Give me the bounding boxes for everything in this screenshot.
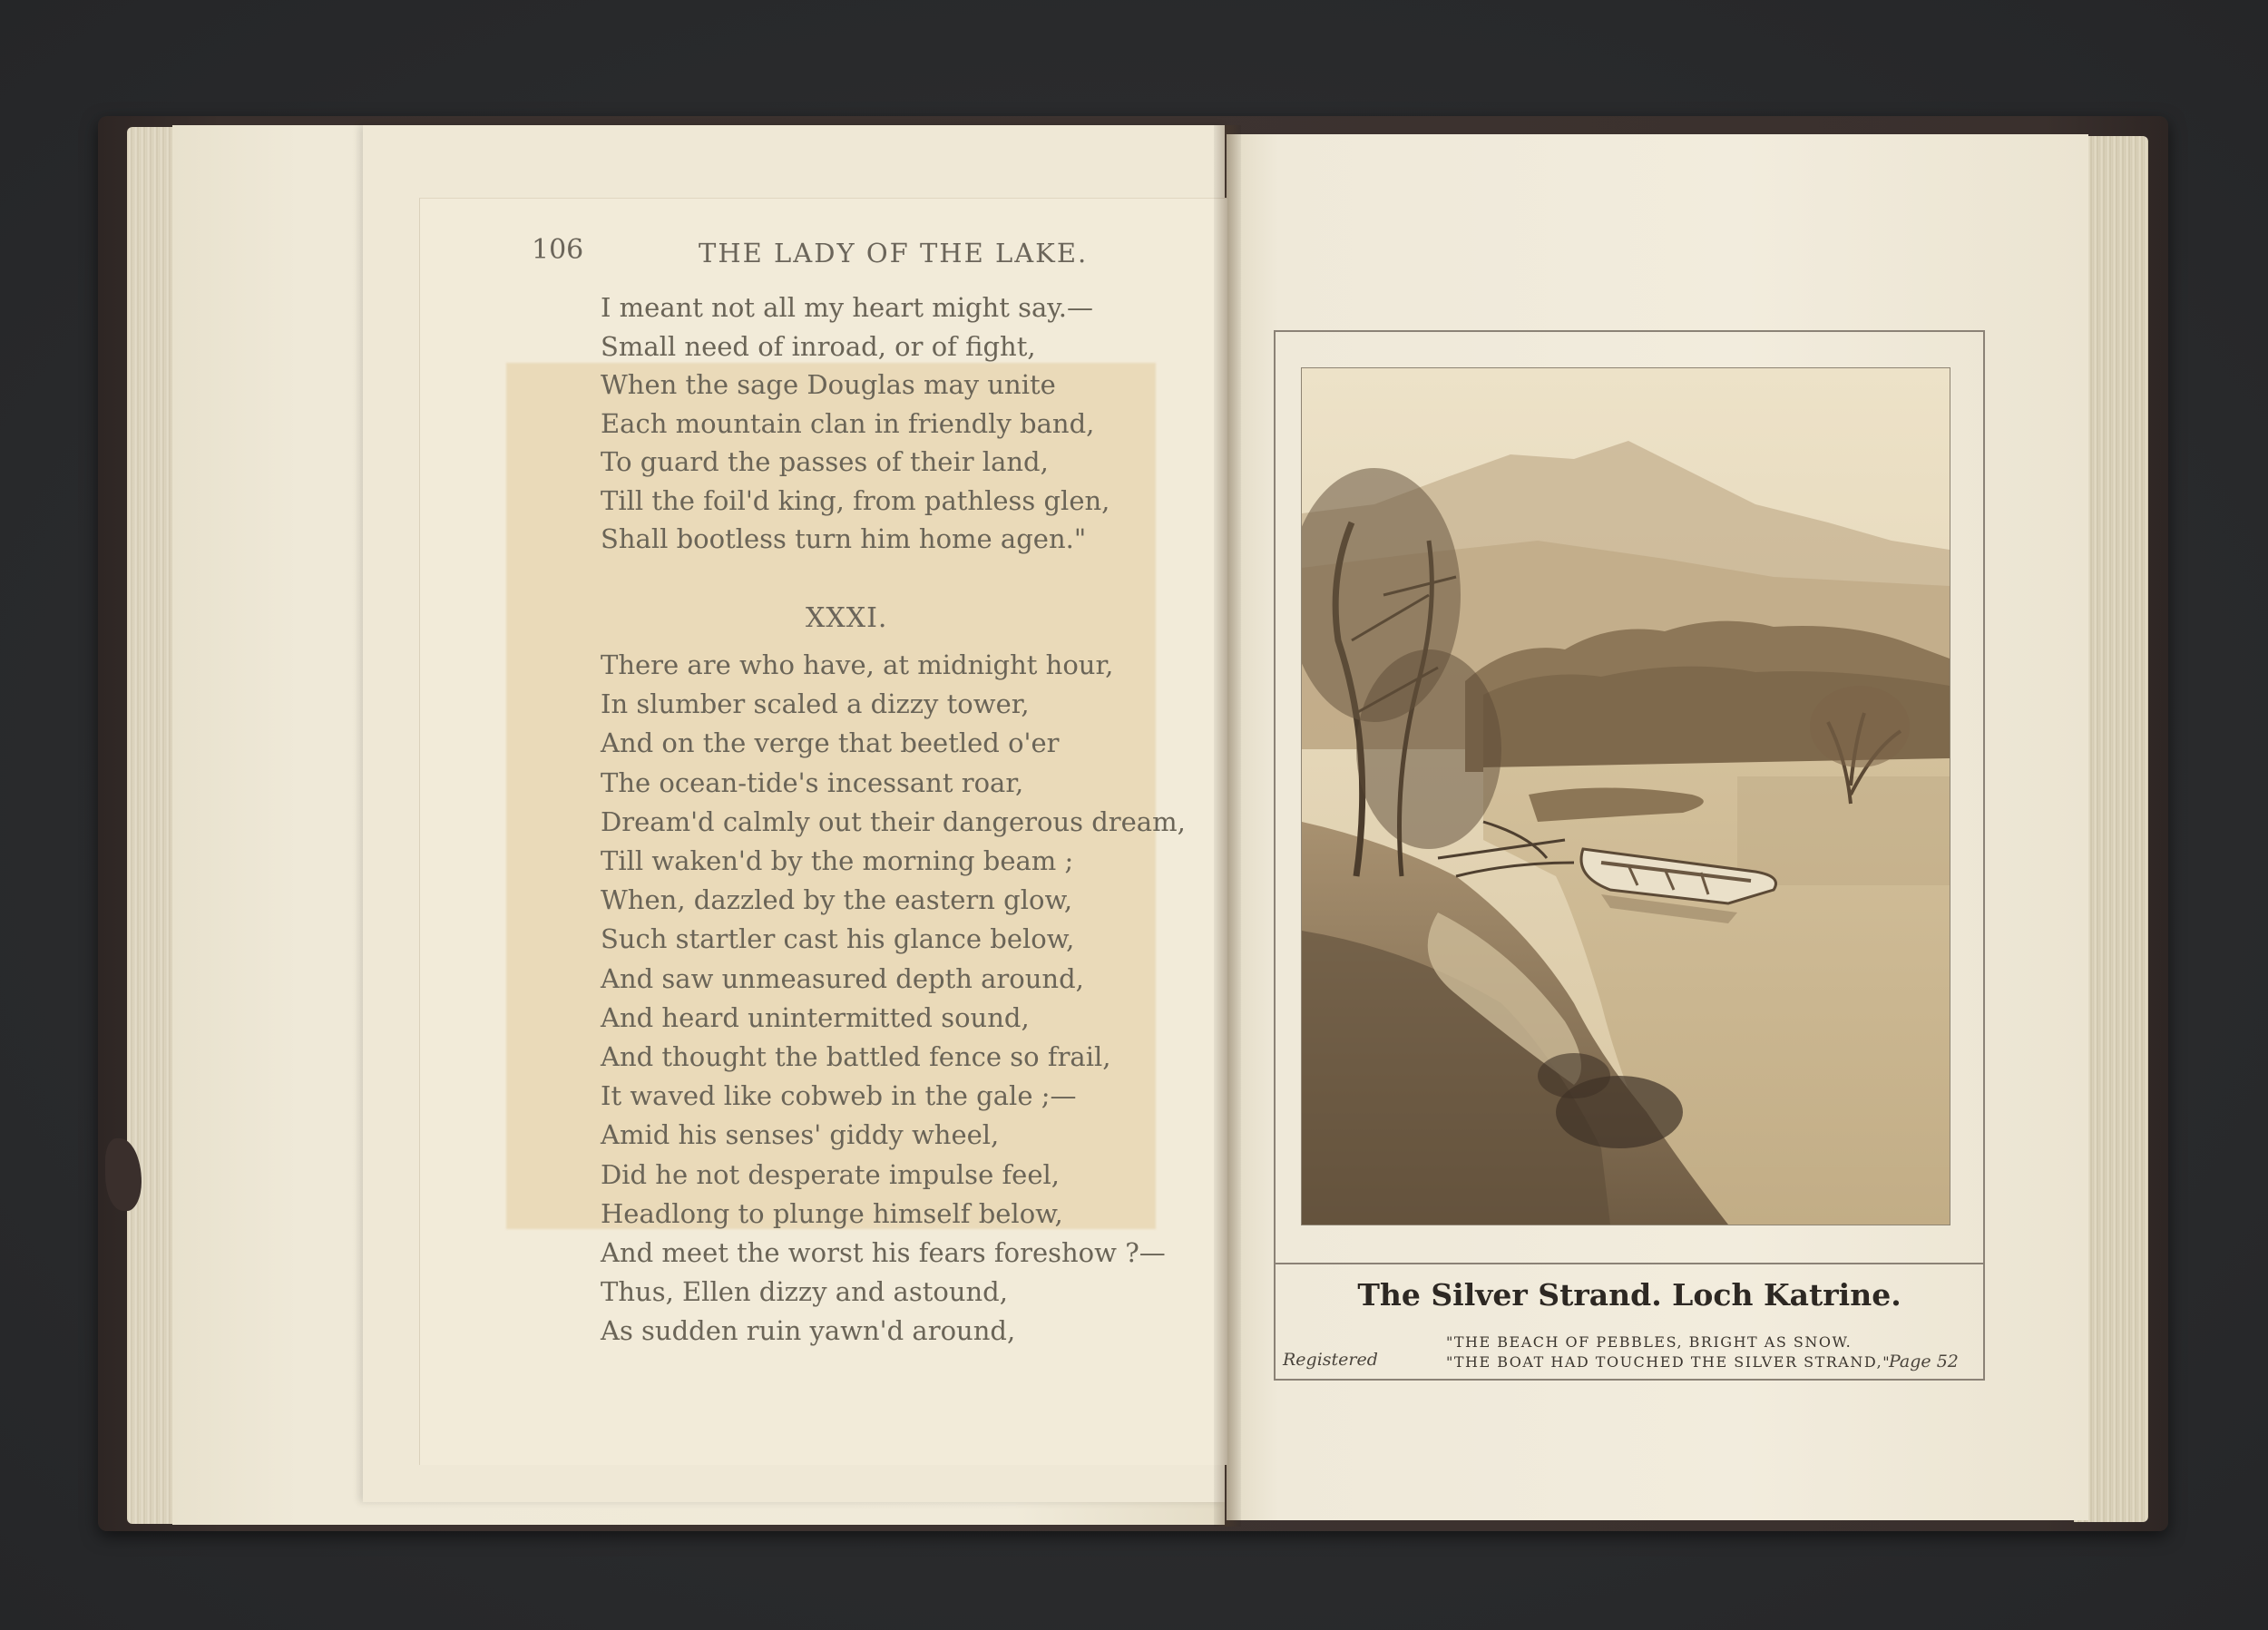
verse-line: Such startler cast his glance below, [601, 923, 1075, 955]
verse-line: Till the foil'd king, from pathless glen, [601, 484, 1110, 516]
verse-line: Each mountain clan in friendly band, [601, 407, 1095, 439]
stanza-heading: XXXI. [806, 602, 888, 634]
verse-line: And heard unintermitted sound, [601, 1001, 1030, 1033]
verse-line: Shall bootless turn him home agen." [601, 523, 1087, 554]
running-head: THE LADY OF THE LAKE. [699, 238, 1089, 268]
registered-label: Registered [1283, 1350, 1378, 1370]
verse-line: Headlong to plunge himself below, [601, 1197, 1063, 1229]
verse-line: I meant not all my heart might say.— [601, 292, 1094, 323]
verse-line: Did he not desperate impulse feel, [601, 1158, 1060, 1190]
verse-line: When, dazzled by the eastern glow, [601, 884, 1073, 916]
photo-title: The Silver Strand. Loch Katrine. [1357, 1277, 1901, 1313]
page-reference: Page 52 [1889, 1352, 1959, 1371]
verse-line: And saw unmeasured depth around, [601, 962, 1084, 994]
quote-line-1: "THE BEACH OF PEBBLES, BRIGHT AS SNOW. [1446, 1333, 1853, 1351]
verse-line: As sudden ruin yawn'd around, [601, 1315, 1016, 1347]
verse-line: And thought the battled fence so frail, [601, 1041, 1111, 1072]
verse-line: Amid his senses' giddy wheel, [601, 1119, 1000, 1151]
verse-line: Small need of inroad, or of fight, [601, 330, 1036, 362]
verse-line: And meet the worst his fears foreshow ?— [601, 1237, 1166, 1268]
verse-line: The ocean-tide's incessant roar, [601, 766, 1024, 798]
verse-line: Dream'd calmly out their dangerous dream, [601, 805, 1186, 837]
landscape-image [1302, 368, 1950, 1225]
caption-divider [1274, 1263, 1985, 1264]
verse-line: Thus, Ellen dizzy and astound, [601, 1276, 1008, 1308]
verse-line: There are who have, at midnight hour, [601, 649, 1114, 680]
quote-line-2: "THE BOAT HAD TOUCHED THE SILVER STRAND," [1446, 1353, 1892, 1371]
page-number: 106 [532, 234, 584, 266]
verse-line: And on the verge that beetled o'er [601, 727, 1060, 759]
verse-line: It waved like cobweb in the gale ;— [601, 1080, 1077, 1112]
verse-line: When the sage Douglas may unite [601, 369, 1056, 400]
verse-line: To guard the passes of their land, [601, 446, 1049, 477]
verse-line: Till waken'd by the morning beam ; [601, 845, 1074, 876]
verse-line: In slumber scaled a dizzy tower, [601, 688, 1030, 720]
photograph-loch-katrine [1301, 367, 1950, 1225]
